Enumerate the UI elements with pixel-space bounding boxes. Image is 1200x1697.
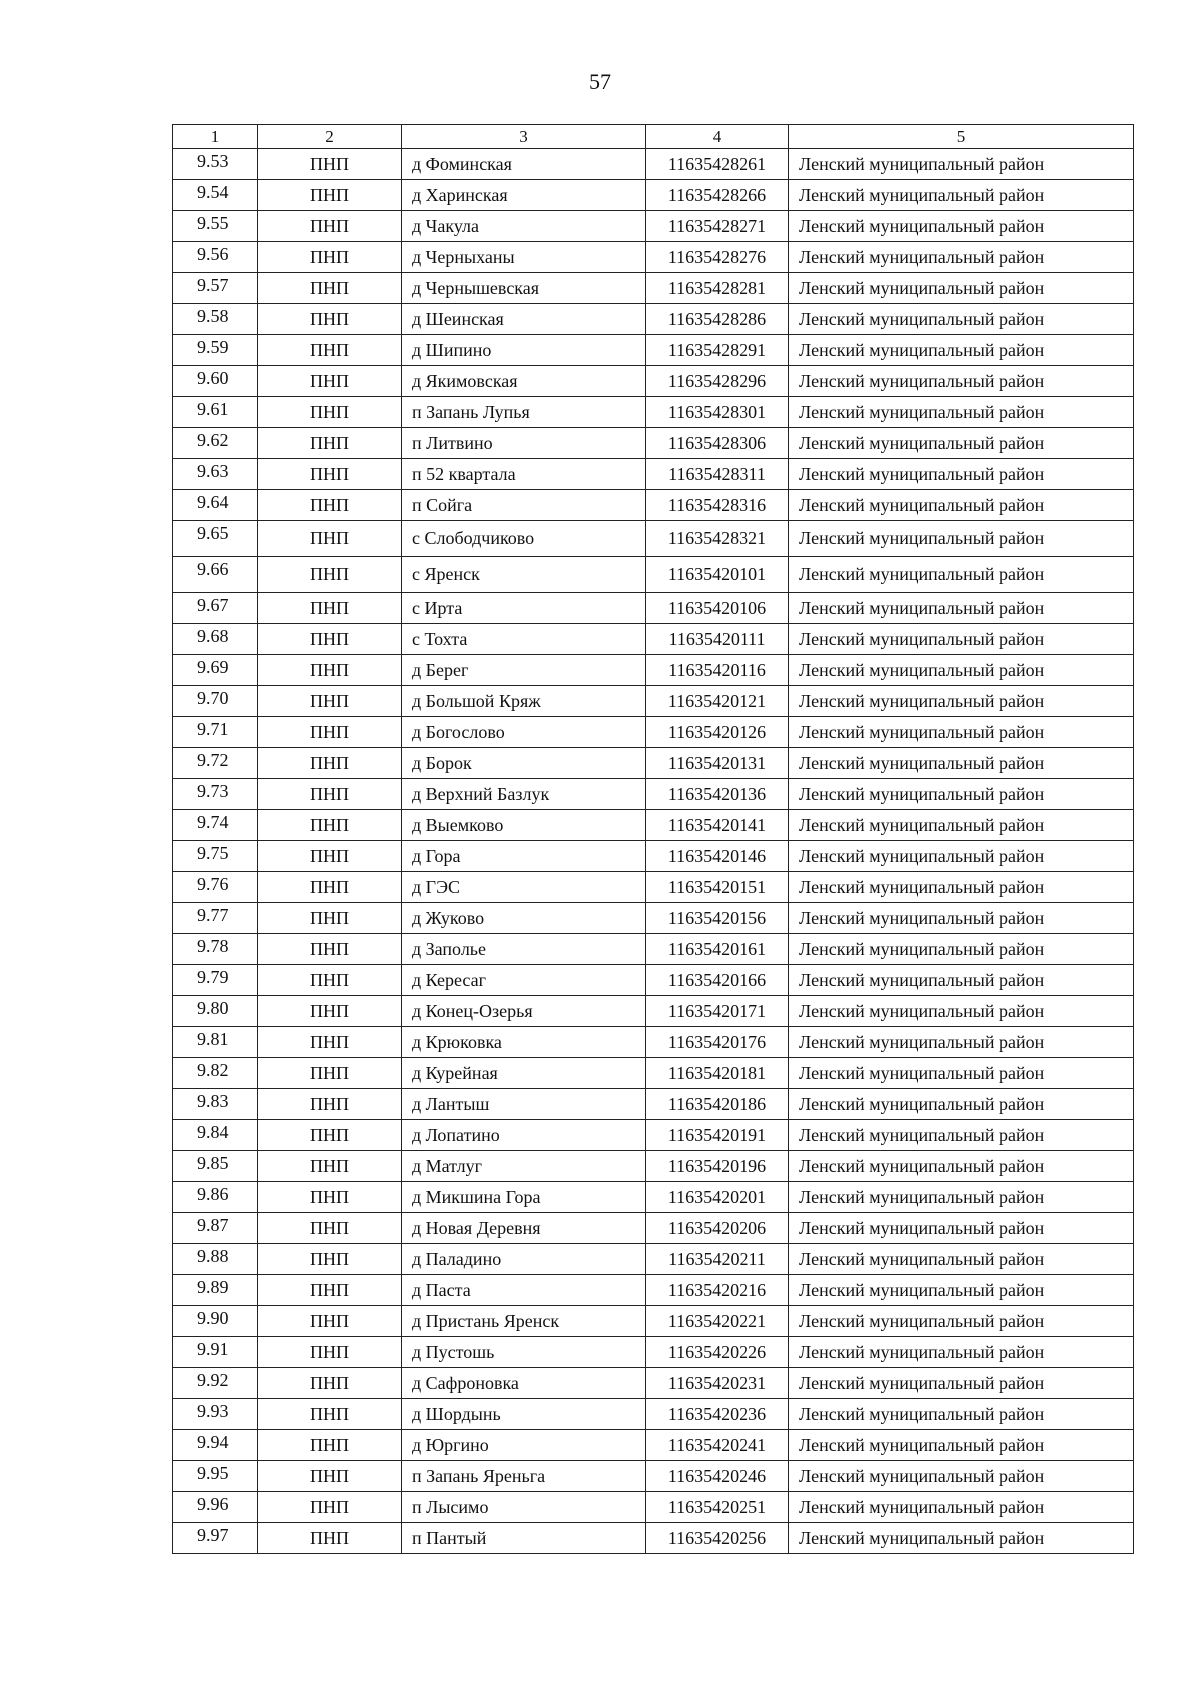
district-cell: Ленский муниципальный район [789, 1492, 1134, 1523]
settlement-name-cell: д Верхний Базлук [402, 779, 646, 810]
table-row [173, 1275, 1134, 1306]
type-cell: ПНП [258, 748, 402, 779]
code-cell: 11635420126 [646, 717, 789, 748]
district-cell: Ленский муниципальный район [789, 304, 1134, 335]
settlement-name-cell: д Шипино [402, 335, 646, 366]
settlement-name-cell: д Конец-Озерья [402, 996, 646, 1027]
type-cell: ПНП [258, 810, 402, 841]
table-row [173, 397, 1134, 428]
settlement-name-cell: д Гора [402, 841, 646, 872]
settlement-name-cell: п Пантый [402, 1523, 646, 1554]
settlement-name-cell: д Матлуг [402, 1151, 646, 1182]
code-cell: 11635420241 [646, 1430, 789, 1461]
district-cell: Ленский муниципальный район [789, 521, 1134, 557]
table-row [173, 872, 1134, 903]
settlement-name-cell: д Большой Кряж [402, 686, 646, 717]
code-cell: 11635428266 [646, 180, 789, 211]
table-row [173, 1058, 1134, 1089]
code-cell: 11635420256 [646, 1523, 789, 1554]
district-cell: Ленский муниципальный район [789, 810, 1134, 841]
table-row [173, 1182, 1134, 1213]
row-number-cell: 9.79 [173, 965, 258, 996]
code-cell: 11635428261 [646, 149, 789, 180]
type-cell: ПНП [258, 149, 402, 180]
type-cell: ПНП [258, 1461, 402, 1492]
table-row [173, 593, 1134, 624]
row-number-cell: 9.89 [173, 1275, 258, 1306]
row-number-cell: 9.67 [173, 593, 258, 624]
table-row [173, 211, 1134, 242]
district-cell: Ленский муниципальный район [789, 1213, 1134, 1244]
code-cell: 11635428286 [646, 304, 789, 335]
row-number-cell: 9.64 [173, 490, 258, 521]
type-cell: ПНП [258, 521, 402, 557]
table-row [173, 655, 1134, 686]
row-number-cell: 9.76 [173, 872, 258, 903]
type-cell: ПНП [258, 211, 402, 242]
settlement-name-cell: д Борок [402, 748, 646, 779]
row-number-cell: 9.85 [173, 1151, 258, 1182]
column-header: 2 [258, 125, 402, 149]
column-header: 4 [646, 125, 789, 149]
district-cell: Ленский муниципальный район [789, 1399, 1134, 1430]
code-cell: 11635420131 [646, 748, 789, 779]
page-number: 57 [589, 69, 611, 94]
code-cell: 11635420251 [646, 1492, 789, 1523]
code-cell: 11635420211 [646, 1244, 789, 1275]
code-cell: 11635420116 [646, 655, 789, 686]
table-row [173, 1244, 1134, 1275]
district-cell: Ленский муниципальный район [789, 1120, 1134, 1151]
settlement-name-cell: д Юргино [402, 1430, 646, 1461]
row-number-cell: 9.77 [173, 903, 258, 934]
table-row [173, 1461, 1134, 1492]
settlement-name-cell: д Пустошь [402, 1337, 646, 1368]
settlement-name-cell: д Новая Деревня [402, 1213, 646, 1244]
district-cell: Ленский муниципальный район [789, 655, 1134, 686]
code-cell: 11635420141 [646, 810, 789, 841]
code-cell: 11635420111 [646, 624, 789, 655]
settlement-name-cell: д Шеинская [402, 304, 646, 335]
type-cell: ПНП [258, 397, 402, 428]
row-number-cell: 9.60 [173, 366, 258, 397]
row-number-cell: 9.63 [173, 459, 258, 490]
table-row [173, 1089, 1134, 1120]
district-cell: Ленский муниципальный район [789, 841, 1134, 872]
row-number-cell: 9.86 [173, 1182, 258, 1213]
district-cell: Ленский муниципальный район [789, 1523, 1134, 1554]
district-cell: Ленский муниципальный район [789, 397, 1134, 428]
type-cell: ПНП [258, 490, 402, 521]
settlement-name-cell: д Берег [402, 655, 646, 686]
code-cell: 11635420146 [646, 841, 789, 872]
row-number-cell: 9.75 [173, 841, 258, 872]
type-cell: ПНП [258, 872, 402, 903]
row-number-cell: 9.70 [173, 686, 258, 717]
table-row [173, 624, 1134, 655]
row-number-cell: 9.55 [173, 211, 258, 242]
settlement-name-cell: д Чернышевская [402, 273, 646, 304]
type-cell: ПНП [258, 593, 402, 624]
type-cell: ПНП [258, 242, 402, 273]
district-cell: Ленский муниципальный район [789, 149, 1134, 180]
column-header: 5 [789, 125, 1134, 149]
settlement-name-cell: д ГЭС [402, 872, 646, 903]
code-cell: 11635420136 [646, 779, 789, 810]
row-number-cell: 9.71 [173, 717, 258, 748]
table-row [173, 335, 1134, 366]
settlement-name-cell: д Сафроновка [402, 1368, 646, 1399]
settlements-table [172, 124, 1134, 1554]
row-number-cell: 9.69 [173, 655, 258, 686]
district-cell: Ленский муниципальный район [789, 1306, 1134, 1337]
code-cell: 11635420216 [646, 1275, 789, 1306]
settlement-name-cell: д Черныханы [402, 242, 646, 273]
district-cell: Ленский муниципальный район [789, 459, 1134, 490]
type-cell: ПНП [258, 1492, 402, 1523]
district-cell: Ленский муниципальный район [789, 1275, 1134, 1306]
district-cell: Ленский муниципальный район [789, 1182, 1134, 1213]
settlement-name-cell: д Крюковка [402, 1027, 646, 1058]
district-cell: Ленский муниципальный район [789, 180, 1134, 211]
table-row [173, 1213, 1134, 1244]
code-cell: 11635420156 [646, 903, 789, 934]
row-number-cell: 9.88 [173, 1244, 258, 1275]
district-cell: Ленский муниципальный район [789, 1089, 1134, 1120]
district-cell: Ленский муниципальный район [789, 428, 1134, 459]
row-number-cell: 9.80 [173, 996, 258, 1027]
district-cell: Ленский муниципальный район [789, 273, 1134, 304]
row-number-cell: 9.68 [173, 624, 258, 655]
type-cell: ПНП [258, 1399, 402, 1430]
code-cell: 11635428271 [646, 211, 789, 242]
row-number-cell: 9.72 [173, 748, 258, 779]
row-number-cell: 9.87 [173, 1213, 258, 1244]
code-cell: 11635428296 [646, 366, 789, 397]
row-number-cell: 9.96 [173, 1492, 258, 1523]
type-cell: ПНП [258, 1368, 402, 1399]
type-cell: ПНП [258, 1058, 402, 1089]
code-cell: 11635428321 [646, 521, 789, 557]
code-cell: 11635420231 [646, 1368, 789, 1399]
table-row [173, 1399, 1134, 1430]
type-cell: ПНП [258, 779, 402, 810]
type-cell: ПНП [258, 1275, 402, 1306]
settlement-name-cell: п Литвино [402, 428, 646, 459]
table-row [173, 965, 1134, 996]
code-cell: 11635420181 [646, 1058, 789, 1089]
district-cell: Ленский муниципальный район [789, 934, 1134, 965]
row-number-cell: 9.90 [173, 1306, 258, 1337]
type-cell: ПНП [258, 557, 402, 593]
type-cell: ПНП [258, 965, 402, 996]
code-cell: 11635428301 [646, 397, 789, 428]
type-cell: ПНП [258, 1120, 402, 1151]
table-row [173, 996, 1134, 1027]
row-number-cell: 9.93 [173, 1399, 258, 1430]
code-cell: 11635420226 [646, 1337, 789, 1368]
type-cell: ПНП [258, 1213, 402, 1244]
type-cell: ПНП [258, 996, 402, 1027]
table-row [173, 810, 1134, 841]
table-row [173, 366, 1134, 397]
type-cell: ПНП [258, 1182, 402, 1213]
type-cell: ПНП [258, 366, 402, 397]
table-row [173, 242, 1134, 273]
settlement-name-cell: д Фоминская [402, 149, 646, 180]
row-number-cell: 9.82 [173, 1058, 258, 1089]
table-row [173, 1523, 1134, 1554]
table-row [173, 1120, 1134, 1151]
district-cell: Ленский муниципальный район [789, 996, 1134, 1027]
type-cell: ПНП [258, 459, 402, 490]
table-row [173, 686, 1134, 717]
settlement-name-cell: д Заполье [402, 934, 646, 965]
row-number-cell: 9.78 [173, 934, 258, 965]
settlement-name-cell: д Жуково [402, 903, 646, 934]
district-cell: Ленский муниципальный район [789, 1027, 1134, 1058]
district-cell: Ленский муниципальный район [789, 490, 1134, 521]
table-row [173, 1368, 1134, 1399]
row-number-cell: 9.66 [173, 557, 258, 593]
settlement-name-cell: д Микшина Гора [402, 1182, 646, 1213]
type-cell: ПНП [258, 655, 402, 686]
table-row [173, 428, 1134, 459]
row-number-cell: 9.83 [173, 1089, 258, 1120]
table-row [173, 149, 1134, 180]
code-cell: 11635420161 [646, 934, 789, 965]
type-cell: ПНП [258, 1089, 402, 1120]
table-row [173, 1151, 1134, 1182]
row-number-cell: 9.56 [173, 242, 258, 273]
settlement-name-cell: д Паладино [402, 1244, 646, 1275]
district-cell: Ленский муниципальный район [789, 686, 1134, 717]
type-cell: ПНП [258, 903, 402, 934]
table-row [173, 273, 1134, 304]
type-cell: ПНП [258, 841, 402, 872]
type-cell: ПНП [258, 1430, 402, 1461]
code-cell: 11635428306 [646, 428, 789, 459]
settlement-name-cell: с Слободчиково [402, 521, 646, 557]
table-row [173, 521, 1134, 557]
table-row [173, 779, 1134, 810]
settlement-name-cell: д Лопатино [402, 1120, 646, 1151]
settlement-name-cell: с Ирта [402, 593, 646, 624]
row-number-cell: 9.97 [173, 1523, 258, 1554]
settlement-name-cell: д Богослово [402, 717, 646, 748]
table-row [173, 459, 1134, 490]
code-cell: 11635420151 [646, 872, 789, 903]
settlement-name-cell: п Запань Лупья [402, 397, 646, 428]
code-cell: 11635420166 [646, 965, 789, 996]
district-cell: Ленский муниципальный район [789, 242, 1134, 273]
code-cell: 11635420106 [646, 593, 789, 624]
table-row [173, 717, 1134, 748]
district-cell: Ленский муниципальный район [789, 593, 1134, 624]
type-cell: ПНП [258, 1523, 402, 1554]
district-cell: Ленский муниципальный район [789, 717, 1134, 748]
row-number-cell: 9.74 [173, 810, 258, 841]
settlement-name-cell: д Выемково [402, 810, 646, 841]
district-cell: Ленский муниципальный район [789, 1151, 1134, 1182]
row-number-cell: 9.61 [173, 397, 258, 428]
code-cell: 11635428281 [646, 273, 789, 304]
row-number-cell: 9.95 [173, 1461, 258, 1492]
settlement-name-cell: д Харинская [402, 180, 646, 211]
settlement-name-cell: д Лантыш [402, 1089, 646, 1120]
district-cell: Ленский муниципальный район [789, 557, 1134, 593]
district-cell: Ленский муниципальный район [789, 872, 1134, 903]
code-cell: 11635420176 [646, 1027, 789, 1058]
code-cell: 11635420236 [646, 1399, 789, 1430]
type-cell: ПНП [258, 273, 402, 304]
district-cell: Ленский муниципальный район [789, 335, 1134, 366]
district-cell: Ленский муниципальный район [789, 1368, 1134, 1399]
table-row [173, 748, 1134, 779]
table-header-row [173, 125, 1134, 149]
type-cell: ПНП [258, 1244, 402, 1275]
type-cell: ПНП [258, 717, 402, 748]
row-number-cell: 9.81 [173, 1027, 258, 1058]
settlement-name-cell: д Паста [402, 1275, 646, 1306]
code-cell: 11635420101 [646, 557, 789, 593]
settlement-name-cell: д Якимовская [402, 366, 646, 397]
type-cell: ПНП [258, 180, 402, 211]
code-cell: 11635420246 [646, 1461, 789, 1492]
row-number-cell: 9.73 [173, 779, 258, 810]
settlement-name-cell: п Запань Яреньга [402, 1461, 646, 1492]
code-cell: 11635420191 [646, 1120, 789, 1151]
settlement-name-cell: д Пристань Яренск [402, 1306, 646, 1337]
settlement-name-cell: п 52 квартала [402, 459, 646, 490]
district-cell: Ленский муниципальный район [789, 903, 1134, 934]
district-cell: Ленский муниципальный район [789, 1244, 1134, 1275]
code-cell: 11635428276 [646, 242, 789, 273]
row-number-cell: 9.84 [173, 1120, 258, 1151]
table-row [173, 1430, 1134, 1461]
table-row [173, 934, 1134, 965]
row-number-cell: 9.58 [173, 304, 258, 335]
district-cell: Ленский муниципальный район [789, 748, 1134, 779]
settlement-name-cell: д Кересаг [402, 965, 646, 996]
column-header: 1 [173, 125, 258, 149]
code-cell: 11635420221 [646, 1306, 789, 1337]
settlement-name-cell: с Яренск [402, 557, 646, 593]
table-row [173, 1306, 1134, 1337]
table-row [173, 1337, 1134, 1368]
table-row [173, 490, 1134, 521]
table-row [173, 304, 1134, 335]
row-number-cell: 9.59 [173, 335, 258, 366]
table-row [173, 557, 1134, 593]
table-row [173, 841, 1134, 872]
table-row [173, 1492, 1134, 1523]
code-cell: 11635420201 [646, 1182, 789, 1213]
district-cell: Ленский муниципальный район [789, 1337, 1134, 1368]
settlement-name-cell: п Лысимо [402, 1492, 646, 1523]
district-cell: Ленский муниципальный район [789, 366, 1134, 397]
district-cell: Ленский муниципальный район [789, 624, 1134, 655]
type-cell: ПНП [258, 624, 402, 655]
settlement-name-cell: с Тохта [402, 624, 646, 655]
district-cell: Ленский муниципальный район [789, 779, 1134, 810]
table-row [173, 1027, 1134, 1058]
district-cell: Ленский муниципальный район [789, 211, 1134, 242]
table-row [173, 903, 1134, 934]
code-cell: 11635420121 [646, 686, 789, 717]
type-cell: ПНП [258, 1151, 402, 1182]
type-cell: ПНП [258, 1337, 402, 1368]
column-header: 3 [402, 125, 646, 149]
type-cell: ПНП [258, 1306, 402, 1337]
code-cell: 11635428291 [646, 335, 789, 366]
settlement-name-cell: п Сойга [402, 490, 646, 521]
table-row [173, 180, 1134, 211]
district-cell: Ленский муниципальный район [789, 1058, 1134, 1089]
settlement-name-cell: д Курейная [402, 1058, 646, 1089]
district-cell: Ленский муниципальный район [789, 1461, 1134, 1492]
type-cell: ПНП [258, 335, 402, 366]
district-cell: Ленский муниципальный район [789, 965, 1134, 996]
row-number-cell: 9.94 [173, 1430, 258, 1461]
code-cell: 11635420196 [646, 1151, 789, 1182]
type-cell: ПНП [258, 934, 402, 965]
row-number-cell: 9.91 [173, 1337, 258, 1368]
code-cell: 11635428311 [646, 459, 789, 490]
row-number-cell: 9.54 [173, 180, 258, 211]
code-cell: 11635420171 [646, 996, 789, 1027]
type-cell: ПНП [258, 304, 402, 335]
row-number-cell: 9.92 [173, 1368, 258, 1399]
code-cell: 11635420186 [646, 1089, 789, 1120]
type-cell: ПНП [258, 1027, 402, 1058]
district-cell: Ленский муниципальный район [789, 1430, 1134, 1461]
type-cell: ПНП [258, 428, 402, 459]
settlement-name-cell: д Шордынь [402, 1399, 646, 1430]
row-number-cell: 9.62 [173, 428, 258, 459]
row-number-cell: 9.57 [173, 273, 258, 304]
code-cell: 11635428316 [646, 490, 789, 521]
type-cell: ПНП [258, 686, 402, 717]
row-number-cell: 9.65 [173, 521, 258, 557]
settlement-name-cell: д Чакула [402, 211, 646, 242]
row-number-cell: 9.53 [173, 149, 258, 180]
code-cell: 11635420206 [646, 1213, 789, 1244]
